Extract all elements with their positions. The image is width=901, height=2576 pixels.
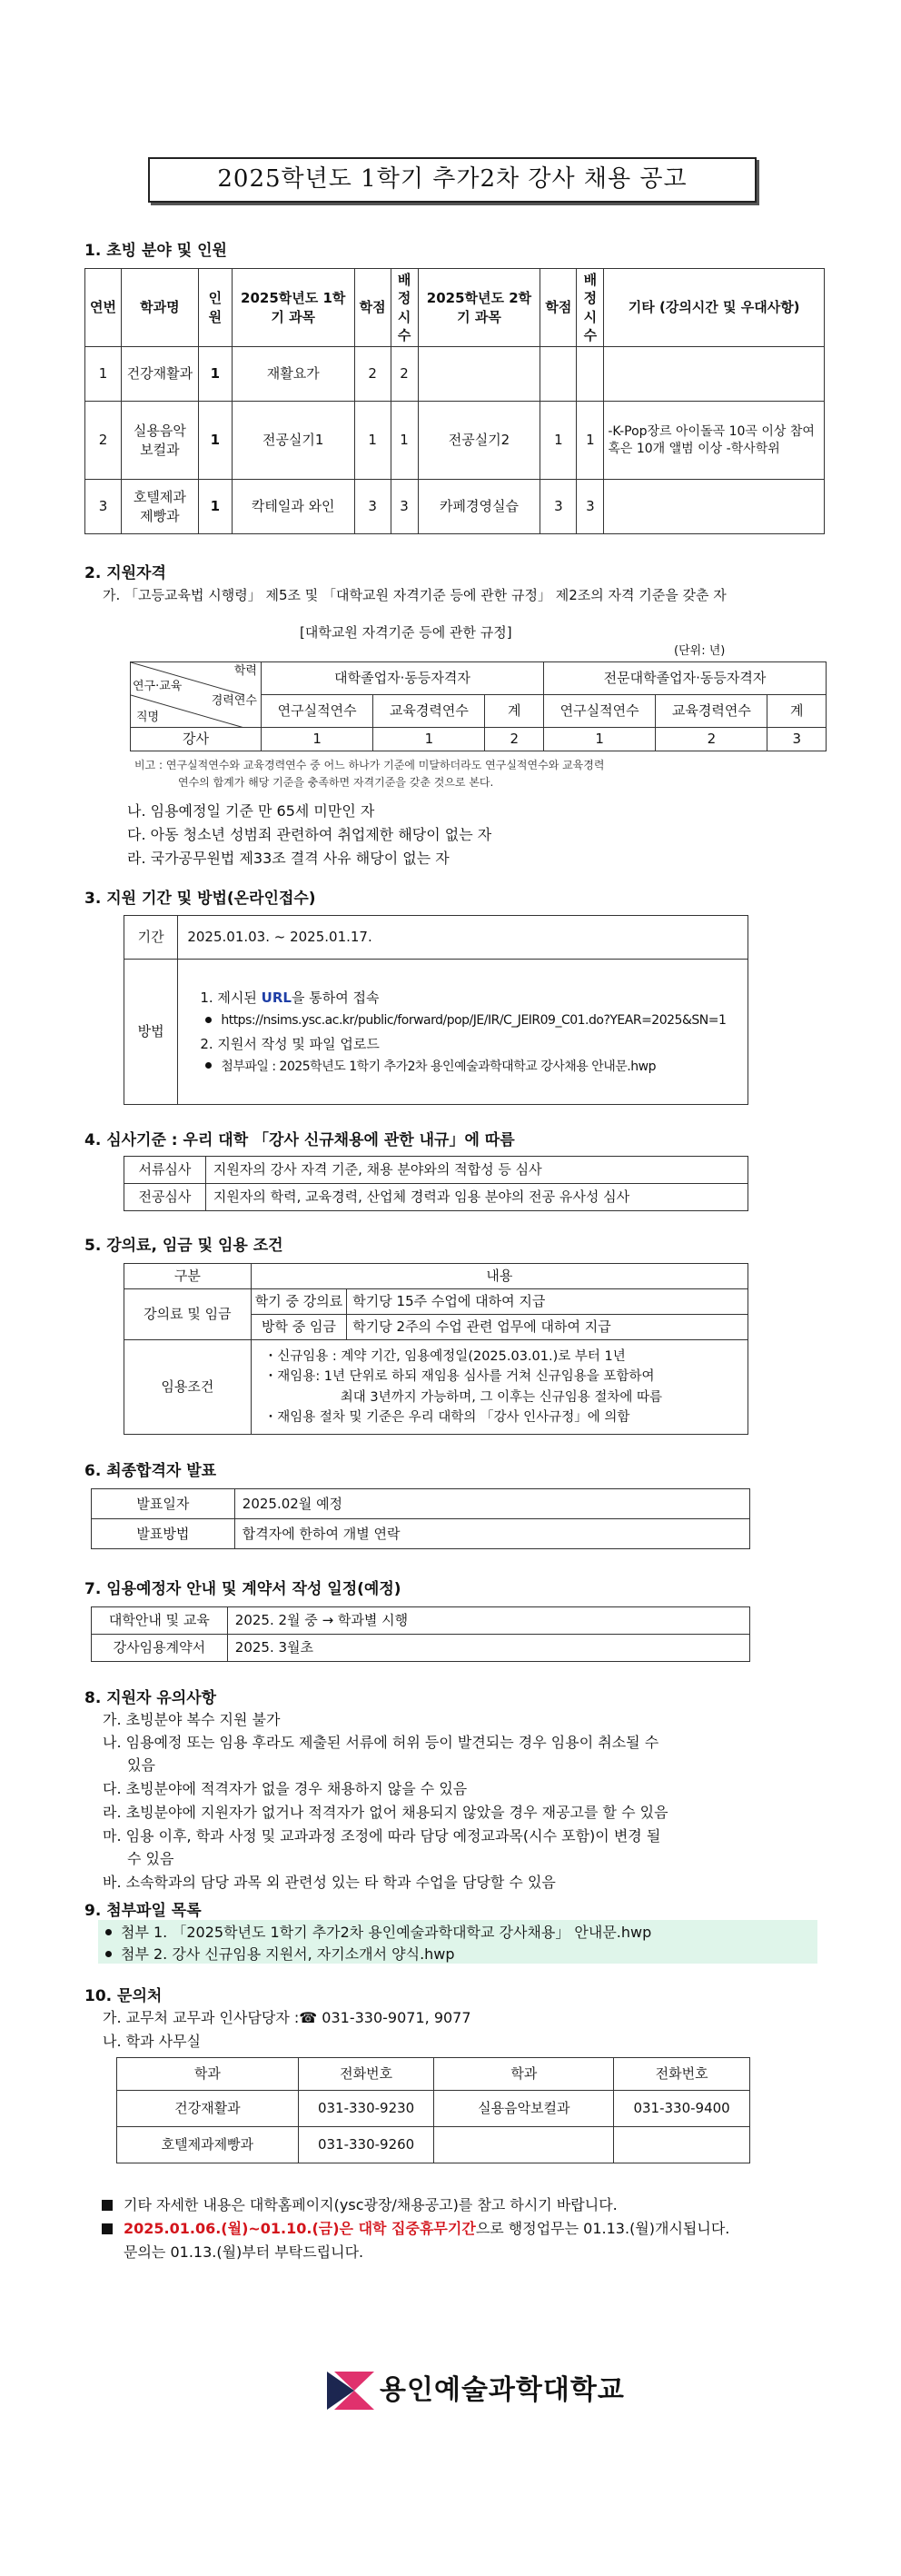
table-row — [117, 2091, 750, 2127]
row-count: 1 — [198, 402, 232, 480]
period-label: 기간 — [124, 916, 178, 960]
section-9-heading: 9. 첨부파일 목록 — [84, 1902, 202, 1920]
contact-header: 학과 — [117, 2058, 299, 2091]
row-s2-credit — [540, 347, 577, 402]
pay-label: 강의료 및 임금 — [124, 1289, 252, 1340]
method-step-1 — [200, 986, 742, 1010]
row-dept: 호텔제과 제빵과 — [121, 480, 198, 534]
table-row — [85, 402, 825, 480]
footer-note-2 — [102, 2219, 729, 2239]
bullet-dot — [105, 1951, 112, 1957]
row-s2-course: 카페경영실습 — [418, 480, 540, 534]
review-label: 전공심사 — [124, 1184, 206, 1211]
row-s2-credit: 3 — [540, 480, 577, 534]
contact-phone: 031-330-9400 — [614, 2091, 750, 2127]
contact-ga: 가. 교무처 교무과 인사담당자 :☎ 031-330-9071, 9077 — [103, 2009, 471, 2026]
section-10-heading: 10. 문의처 — [84, 1987, 163, 2005]
qual-group-1: 대학졸업자·동등자격자 — [261, 662, 543, 695]
contact-dept: 호텔제과제빵과 — [117, 2127, 299, 2163]
row-s1-hours: 1 — [391, 402, 418, 480]
row-s2-hours — [577, 347, 604, 402]
footer-note-3: 문의는 01.13.(월)부터 부탁드립니다. — [124, 2243, 364, 2261]
qual-note-2: 연수의 합계가 해당 기준을 충족하면 자격기준을 갖춘 것으로 본다. — [178, 776, 494, 789]
footer-note-1 — [102, 2195, 618, 2215]
qual-value: 2 — [656, 728, 767, 751]
row-s1-credit: 1 — [354, 402, 391, 480]
header-s2-hours: 배정시수 — [577, 269, 604, 347]
footer-note-1-text: 기타 자세한 내용은 대학홈페이지(ysc광장/채용공고)를 참고 하시기 바랍니다. — [124, 2196, 618, 2213]
notice-item: 마. 임용 이후, 학과 사정 및 교과과정 조정에 따라 담당 예정교과목(시수 포함)이 변경 될 — [103, 1827, 661, 1845]
notice-item: 나. 임용예정 또는 임용 후라도 제출된 서류에 허위 등이 발견되는 경우 임용이 취소될 수 — [103, 1734, 659, 1751]
header-s2-credit: 학점 — [540, 269, 577, 347]
attachment-2[interactable] — [100, 1944, 455, 1964]
notice-item: 라. 초빙분야에 지원자가 없거나 적격자가 없어 채용되지 않았을 경우 재공고를 할 수 있음 — [103, 1804, 668, 1821]
attachment-1-label: 첨부 1. 「2025학년도 1학기 추가2차 용인예술과학대학교 강사채용」 안내문.hwp — [121, 1924, 652, 1941]
corner-bottom: 직명 — [136, 711, 160, 724]
pay-key: 학기 중 강의료 — [251, 1289, 346, 1315]
section-1-heading: 1. 초빙 분야 및 인원 — [84, 242, 227, 260]
announce-label: 발표일자 — [92, 1489, 235, 1519]
table-row — [85, 480, 825, 534]
header-s1-course: 2025학년도 1학기 과목 — [232, 269, 354, 347]
university-logo — [327, 2372, 625, 2410]
corner-mid1: 연구·교육 — [133, 680, 183, 693]
notice-title: 2025학년도 1학기 추가2차 강사 채용 공고 — [148, 157, 757, 203]
row-etc — [604, 347, 825, 402]
row-s1-course: 재활요가 — [232, 347, 354, 402]
qual-sub: 계 — [767, 695, 827, 728]
qual-note-1: 비고 : 연구실적연수와 교육경력연수 중 어느 하나가 기준에 미달하더라도 연구실적연수와 교육경력 — [134, 759, 605, 771]
announce-text: 합격자에 한하여 개별 연락 — [234, 1519, 749, 1549]
qual-unit: (단위: 년) — [674, 644, 726, 658]
row-etc: -K-Pop장르 아이돌곡 10곡 이상 참여 혹은 10개 앨범 이상 -학사학위 — [604, 402, 825, 480]
row-s1-credit: 2 — [354, 347, 391, 402]
square-bullet-icon — [102, 2223, 113, 2234]
method-step-2: 2. 지원서 작성 및 파일 업로드 — [200, 1035, 380, 1052]
pay-key: 방학 중 임금 — [251, 1315, 346, 1340]
square-bullet-icon — [102, 2200, 113, 2211]
contact-header: 전화번호 — [614, 2058, 750, 2091]
contact-dept: 건강재활과 — [117, 2091, 299, 2127]
header-no: 연번 — [85, 269, 122, 347]
row-dept: 건강재활과 — [121, 347, 198, 402]
announce-table — [91, 1488, 750, 1549]
bullet-dot — [205, 1017, 212, 1023]
qual-sub: 연구실적연수 — [261, 695, 372, 728]
header-dept: 학과명 — [121, 269, 198, 347]
row-s2-credit: 1 — [540, 402, 577, 480]
bullet-dot — [205, 1062, 212, 1069]
qual-value: 3 — [767, 728, 827, 751]
announce-label: 발표방법 — [92, 1519, 235, 1549]
footer-note-2-rest: 으로 행정업무는 01.13.(월)개시됩니다. — [475, 2220, 730, 2237]
qual-sub: 교육경력연수 — [656, 695, 767, 728]
qual-value: 1 — [373, 728, 485, 751]
section-5-heading: 5. 강의료, 임금 및 임용 조건 — [84, 1237, 283, 1255]
contact-phone: 031-330-9260 — [298, 2127, 434, 2163]
row-s2-hours: 1 — [577, 402, 604, 480]
contact-header: 전화번호 — [298, 2058, 434, 2091]
pay-header-2: 내용 — [251, 1264, 748, 1289]
row-s2-hours: 3 — [577, 480, 604, 534]
pay-value: 학기당 15주 수업에 대하여 지급 — [347, 1289, 748, 1315]
footer-holiday: 2025.01.06.(월)~01.10.(금)은 대학 집중휴무기간 — [124, 2220, 476, 2237]
method-attach: 첨부파일 : 2025학년도 1학기 추가2차 용인예술과학대학교 강사채용 안내문.hwp — [221, 1059, 656, 1074]
row-no: 1 — [85, 347, 122, 402]
section-4-heading: 4. 심사기준 : 우리 대학 「강사 신규채용에 관한 내규」에 따름 — [84, 1131, 515, 1149]
bullet-dot — [105, 1929, 112, 1935]
method-label: 방법 — [124, 960, 178, 1105]
row-s1-course: 칵테일과 와인 — [232, 480, 354, 534]
contact-dept — [434, 2127, 614, 2163]
notice-item: 있음 — [127, 1756, 155, 1774]
attachment-2-label: 첨부 2. 강사 신규임용 지원서, 자기소개서 양식.hwp — [121, 1945, 455, 1963]
method-cell — [178, 960, 748, 1105]
cond-line: ・재임용 절차 및 기준은 우리 대학의 「강사 인사규정」에 의함 — [263, 1409, 630, 1425]
qual-value: 2 — [485, 728, 544, 751]
qual-ga: 가. 「고등교육법 시행령」 제5조 및 「대학교원 자격기준 등에 관한 규정」 제2조의 자격 기준을 갖춘 자 — [103, 587, 727, 603]
review-text: 지원자의 강사 자격 기준, 채용 분야와의 적합성 등 심사 — [205, 1157, 748, 1184]
row-s2-course — [418, 347, 540, 402]
logo-text: 용인예술과학대학교 — [380, 2373, 625, 2406]
schedule-label: 강사임용계약서 — [92, 1635, 228, 1662]
row-s1-credit: 3 — [354, 480, 391, 534]
row-no: 3 — [85, 480, 122, 534]
qual-corner-cell — [131, 662, 262, 728]
contact-table — [116, 2057, 750, 2163]
recruit-table — [84, 268, 825, 534]
qual-ra: 라. 국가공무원법 제33조 결격 사유 해당이 없는 자 — [127, 850, 450, 867]
schedule-text: 2025. 2월 중 → 학과별 시행 — [227, 1607, 749, 1635]
section-6-heading: 6. 최종합격자 발표 — [84, 1462, 217, 1480]
qual-da: 다. 아동 청소년 성범죄 관련하여 취업제한 해당이 없는 자 — [127, 826, 492, 843]
contact-phone — [614, 2127, 750, 2163]
section-7-heading: 7. 임용예정자 안내 및 계약서 작성 일정(예정) — [84, 1580, 401, 1598]
schedule-label: 대학안내 및 교육 — [92, 1607, 228, 1635]
schedule-table — [91, 1606, 750, 1662]
row-count: 1 — [198, 480, 232, 534]
apply-link[interactable]: https://nsims.ysc.ac.kr/public/forward/pop/JE/IR/C_JEIR09_C01.do?YEAR=2025&SN=1 — [221, 1013, 727, 1028]
cond-label: 임용조건 — [124, 1340, 252, 1435]
contact-dept: 실용음악보컬과 — [434, 2091, 614, 2127]
row-s1-course: 전공실기1 — [232, 402, 354, 480]
contact-header: 학과 — [434, 2058, 614, 2091]
corner-mid2: 경력연수 — [211, 694, 257, 708]
qual-group-2: 전문대학졸업자·동등자격자 — [543, 662, 826, 695]
cond-cell — [251, 1340, 748, 1435]
section-3-heading: 3. 지원 기간 및 방법(온라인접수) — [84, 890, 316, 908]
notice-item: 수 있음 — [127, 1850, 174, 1867]
schedule-text: 2025. 3월초 — [227, 1635, 749, 1662]
header-count: 인원 — [198, 269, 232, 347]
section-2-heading: 2. 지원자격 — [84, 564, 166, 582]
qual-row-label: 강사 — [131, 728, 262, 751]
notice-item: 가. 초빙분야 복수 지원 불가 — [103, 1711, 281, 1728]
qual-sub: 계 — [485, 695, 544, 728]
notice-item: 바. 소속학과의 담당 과목 외 관련성 있는 타 학과 수업을 담당할 수 있음 — [103, 1874, 556, 1891]
qual-na: 나. 임용예정일 기준 만 65세 미만인 자 — [127, 802, 375, 820]
cond-line: 최대 3년까지 가능하며, 그 이후는 신규임용 절차에 따름 — [340, 1389, 663, 1405]
table-row — [85, 347, 825, 402]
qual-value: 1 — [543, 728, 655, 751]
contact-phone: 031-330-9230 — [298, 2091, 434, 2127]
table-row — [131, 728, 827, 751]
row-dept: 실용음악 보컬과 — [121, 402, 198, 480]
attachment-1[interactable] — [100, 1923, 651, 1943]
row-s1-hours: 3 — [391, 480, 418, 534]
qual-sub: 교육경력연수 — [373, 695, 485, 728]
pay-value: 학기당 2주의 수업 관련 업무에 대하여 지급 — [347, 1315, 748, 1340]
header-s1-credit: 학점 — [354, 269, 391, 347]
logo-mark-icon — [327, 2372, 374, 2410]
method-step-1-post: 을 통하여 접속 — [291, 989, 380, 1006]
pay-header-1: 구분 — [124, 1264, 252, 1289]
row-s1-hours: 2 — [391, 347, 418, 402]
cond-line: ・재임용: 1년 단위로 하되 재임용 심사를 거쳐 신규임용을 포함하여 — [263, 1369, 655, 1385]
table-row — [117, 2127, 750, 2163]
pay-table — [124, 1263, 748, 1435]
method-step-1-pre: 1. 제시된 — [200, 989, 262, 1006]
contact-na: 나. 학과 사무실 — [103, 2033, 201, 2050]
qualification-table — [130, 661, 827, 751]
notice-item: 다. 초빙분야에 적격자가 없을 경우 채용하지 않을 수 있음 — [103, 1780, 468, 1797]
review-text: 지원자의 학력, 교육경력, 산업체 경력과 임용 분야의 전공 유사성 심사 — [205, 1184, 748, 1211]
qual-sub: 연구실적연수 — [543, 695, 655, 728]
corner-top: 학력 — [233, 664, 257, 678]
row-s2-course: 전공실기2 — [418, 402, 540, 480]
announce-text: 2025.02월 예정 — [234, 1489, 749, 1519]
qual-table-caption: [대학교원 자격기준 등에 관한 규정] — [300, 624, 512, 641]
row-etc — [604, 480, 825, 534]
review-label: 서류심사 — [124, 1157, 206, 1184]
apply-table — [124, 915, 748, 1105]
header-etc: 기타 (강의시간 및 우대사항) — [604, 269, 825, 347]
section-8-heading: 8. 지원자 유의사항 — [84, 1689, 217, 1707]
review-table — [124, 1156, 748, 1211]
period-value: 2025.01.03. ~ 2025.01.17. — [178, 916, 748, 960]
row-no: 2 — [85, 402, 122, 480]
header-s1-hours: 배정시수 — [391, 269, 418, 347]
row-count: 1 — [198, 347, 232, 402]
cond-line: ・신규임용 : 계약 기간, 임용예정일(2025.03.01.)로 부터 1년 — [263, 1348, 626, 1364]
method-url-label: URL — [261, 989, 292, 1006]
qual-value: 1 — [261, 728, 372, 751]
header-s2-course: 2025학년도 2학기 과목 — [418, 269, 540, 347]
